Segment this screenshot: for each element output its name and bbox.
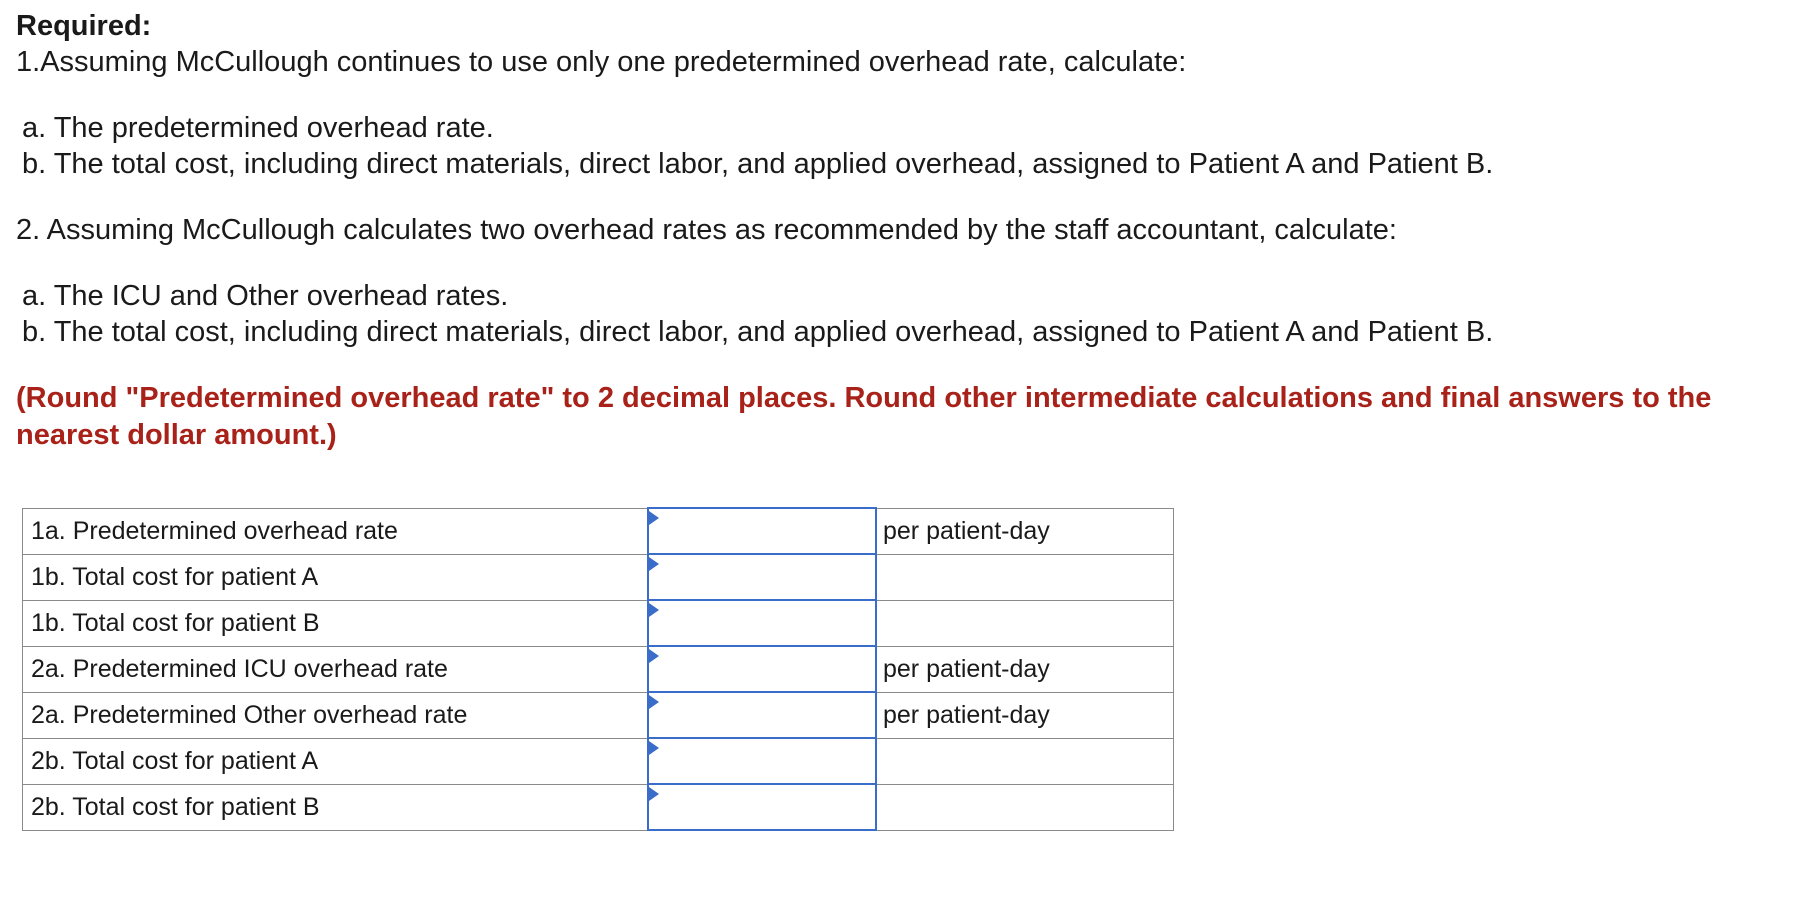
row-unit <box>876 600 1174 646</box>
answer-input-cell[interactable] <box>648 692 876 738</box>
rounding-instruction <box>16 380 1806 454</box>
input-marker-icon <box>649 741 659 755</box>
row-label: 2b. Total cost for patient A <box>23 738 649 784</box>
input-marker-icon <box>649 649 659 663</box>
answer-input-cell[interactable] <box>648 508 876 554</box>
input-marker-icon <box>649 787 659 801</box>
row-unit <box>876 738 1174 784</box>
input-marker-icon <box>649 557 659 571</box>
answer-input[interactable] <box>649 555 875 599</box>
question-2a: a. The ICU and Other overhead rates. <box>22 280 509 312</box>
row-unit: per patient-day <box>876 508 1174 554</box>
row-label: 1b. Total cost for patient B <box>23 600 649 646</box>
input-marker-icon <box>649 511 659 525</box>
required-heading: Required: <box>16 10 152 42</box>
table-row <box>23 784 1174 830</box>
row-unit <box>876 554 1174 600</box>
rounding-instruction-line-1: (Round "Predetermined overhead rate" to 2 decimal places. Round other intermediate calculations and final answers to the <box>16 382 1712 414</box>
table-row <box>23 600 1174 646</box>
answer-input[interactable] <box>649 647 875 691</box>
answer-input[interactable] <box>649 509 875 553</box>
answer-input[interactable] <box>649 739 875 783</box>
answer-input-cell[interactable] <box>648 600 876 646</box>
row-unit <box>876 784 1174 830</box>
question-1a: a. The predetermined overhead rate. <box>22 112 494 144</box>
answer-input[interactable] <box>649 601 875 645</box>
question-content <box>16 8 1806 454</box>
table-row <box>23 692 1174 738</box>
answer-input[interactable] <box>649 693 875 737</box>
table-row <box>23 738 1174 784</box>
row-label: 1a. Predetermined overhead rate <box>23 508 649 554</box>
input-marker-icon <box>649 695 659 709</box>
table-row <box>23 554 1174 600</box>
row-unit: per patient-day <box>876 646 1174 692</box>
answer-input-cell[interactable] <box>648 554 876 600</box>
table-row <box>23 646 1174 692</box>
rounding-instruction-line-2: nearest dollar amount.) <box>16 419 337 451</box>
row-label: 1b. Total cost for patient A <box>23 554 649 600</box>
question-1-intro: 1.Assuming McCullough continues to use only one predetermined overhead rate, calculate: <box>16 46 1187 78</box>
row-unit: per patient-day <box>876 692 1174 738</box>
row-label: 2a. Predetermined ICU overhead rate <box>23 646 649 692</box>
table-row <box>23 508 1174 554</box>
answer-input[interactable] <box>649 785 875 829</box>
row-label: 2a. Predetermined Other overhead rate <box>23 692 649 738</box>
row-label: 2b. Total cost for patient B <box>23 784 649 830</box>
input-marker-icon <box>649 603 659 617</box>
question-2b: b. The total cost, including direct materials, direct labor, and applied overhead, assigned to Patient A and Patient B. <box>22 316 1494 348</box>
answer-input-cell[interactable] <box>648 646 876 692</box>
answer-input-cell[interactable] <box>648 738 876 784</box>
answer-table <box>22 507 1174 831</box>
answer-input-cell[interactable] <box>648 784 876 830</box>
question-1b: b. The total cost, including direct materials, direct labor, and applied overhead, assigned to Patient A and Patient B. <box>22 148 1494 180</box>
question-2-intro: 2. Assuming McCullough calculates two overhead rates as recommended by the staff accountant, calculate: <box>16 214 1397 246</box>
